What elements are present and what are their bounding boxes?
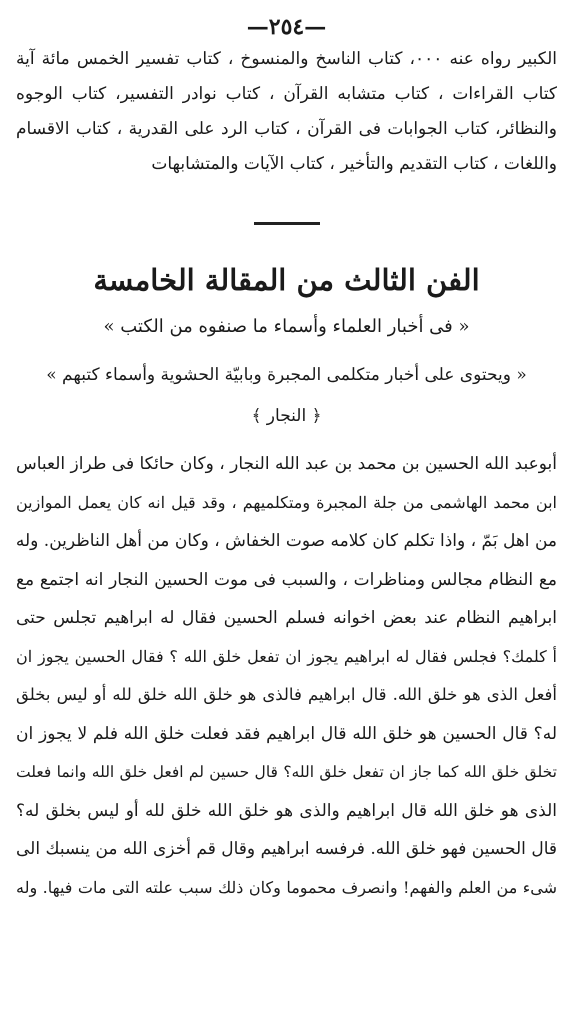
body-paragraph	[16, 445, 557, 907]
text-line: أفعل الذى هو خلق الله. قال ابراهيم فالذى هو خلق الله خلق لله أو ليس بخلق	[16, 685, 557, 704]
text-line: من اهل بَمّ ، واذا تكلم كان كلامه صوت الخفاش ، وكان من أهل الناظرين. وله	[16, 531, 557, 551]
chapter-title: الفن الثالث من المقالة الخامسة	[93, 263, 480, 297]
section-heading: ﴿ النجار ﴾	[251, 406, 322, 426]
text-line: شىء من العلم والفهم! وانصرف محموما وكان ذلك سبب علته التى مات فيها. وله	[16, 877, 557, 897]
text-line: له؟ قال الحسين هو خلق الله قال ابراهيم فقد فعلت خلق الله فلم لا يجوز ان	[16, 723, 557, 744]
text-line: أبوعبد الله الحسين بن محمد بن عبد الله النجار ، وكان حائكا فى طراز العباس	[16, 454, 557, 474]
section-divider	[254, 222, 320, 225]
text-line: الكبير رواه عنه ٠٠٠، كتاب الناسخ والمنسوخ ، كتاب تفسير الخمس مائة آية	[16, 49, 557, 69]
text-line: قال الحسين فهو خلق الله. فرفسه ابراهيم وقال قم أخزى الله من ينسبك الى	[16, 839, 557, 859]
text-line: مع النظام مجالس ومناظرات ، والسبب فى موت الحسين النجار انه اجتمع مع	[16, 569, 557, 590]
text-line: كتاب القراءات ، كتاب متشابه القرآن ، كتاب نوادر التفسير، كتاب الوجوه	[16, 84, 557, 104]
chapter-description: « ويحتوى على أخبار متكلمى المجبرة وبابيّة الحشوية وأسماء كتبهم »	[46, 365, 527, 385]
chapter-subtitle: « فى أخبار العلماء وأسماء ما صنفوه من الكتب »	[103, 316, 470, 337]
top-paragraph	[16, 42, 557, 182]
page-number: —٢٥٤—	[246, 14, 327, 40]
text-line: الذى هو خلق الله قال ابراهيم والذى هو خلق الله خلق لله أو ليس بخلق له؟	[16, 800, 557, 821]
text-line: واللغات ، كتاب التقديم والتأخير ، كتاب الآيات والمتشابهات	[151, 154, 557, 174]
text-line: ابن محمد الهاشمى من جلة المجبرة ومتكلميهم ، وقد قيل انه كان يعمل الموازين	[16, 492, 557, 512]
text-line: أ كلمك؟ فجلس فقال له ابراهيم يجوز ان تفعل خلق الله ؟ فقال الحسين يجوز ان	[16, 646, 557, 666]
text-line: والنظائر، كتاب الجوابات فى القرآن ، كتاب الرد على القدرية ، كتاب الاقسام	[16, 119, 557, 139]
text-line: ابراهيم النظام عند بعض اخوانه فسلم الحسين فقال له ابراهيم تجلس حتى	[16, 608, 557, 628]
text-line: تخلق خلق الله كما جاز ان تفعل خلق الله؟ قال حسين لم افعل خلق الله وانما فعلت	[16, 763, 557, 781]
